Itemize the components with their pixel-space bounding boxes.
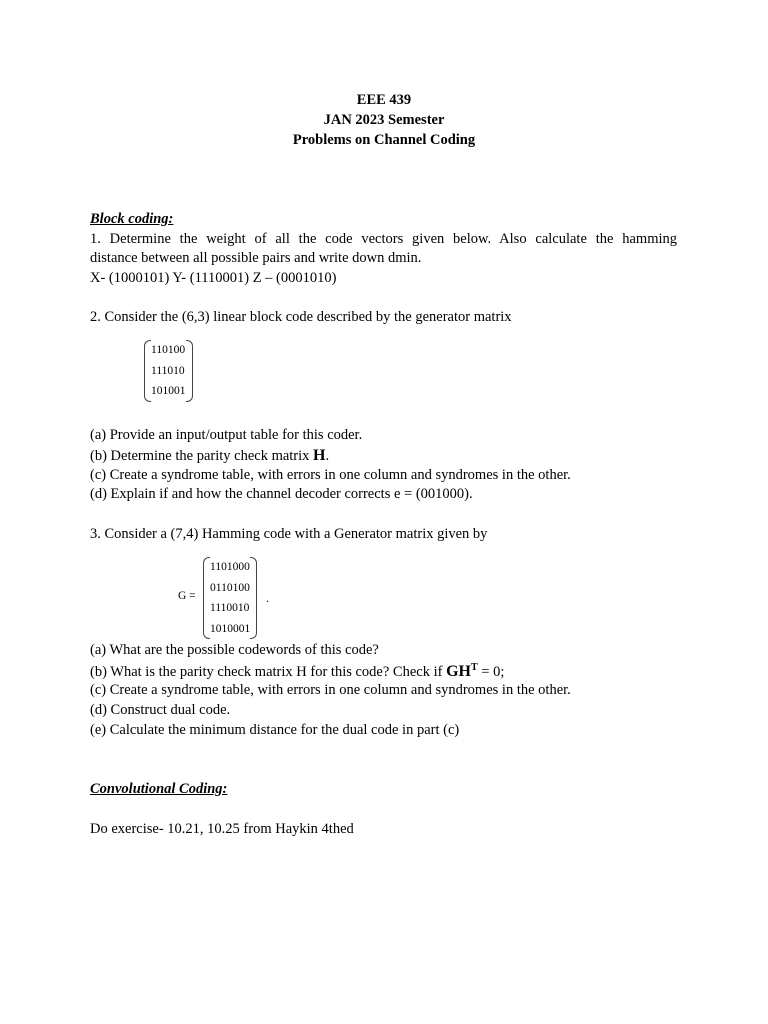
q2-part-c: (c) Create a syndrome table, with errors in one column and syndromes in the other.	[90, 467, 571, 483]
q2-part-b	[90, 447, 329, 465]
q3-matrix-label: G =	[178, 590, 196, 602]
transpose-superscript: T	[470, 662, 478, 673]
q3-part-b-text: (b) What is the parity check matrix H for this code? Check if	[90, 663, 447, 680]
q3-part-c: (c) Create a syndrome table, with errors in one column and syndromes in the other.	[90, 682, 571, 698]
matrix-right-bracket	[186, 340, 193, 402]
q3-part-b-end: = 0;	[477, 663, 505, 680]
q2-intro: 2. Consider the (6,3) linear block code described by the generator matrix	[90, 309, 512, 325]
q2-part-d: (d) Explain if and how the channel decoder corrects e = (001000).	[90, 486, 473, 502]
convolutional-exercise: Do exercise- 10.21, 10.25 from Haykin 4thed	[90, 821, 354, 837]
q2-part-a: (a) Provide an input/output table for this coder.	[90, 427, 363, 443]
parity-matrix-symbol: H	[313, 447, 326, 464]
q2-part-b-end: .	[325, 448, 330, 464]
q2-part-b-text: (b) Determine the parity check matrix	[90, 448, 314, 464]
q3-part-e: (e) Calculate the minimum distance for the dual code in part (c)	[90, 722, 460, 738]
q2-generator-matrix	[151, 340, 186, 402]
matrix-row: 110100	[151, 344, 186, 356]
matrix-row: 1110010	[210, 602, 250, 614]
block-coding-heading: Block coding:	[90, 211, 174, 227]
q3-part-b	[90, 662, 504, 681]
q3-intro: 3. Consider a (7,4) Hamming code with a Generator matrix given by	[90, 526, 488, 542]
gh-symbol: GH	[446, 662, 471, 680]
matrix-row: 101001	[151, 385, 186, 397]
course-code: EEE 439	[356, 92, 412, 108]
convolutional-heading: Convolutional Coding:	[90, 781, 228, 797]
matrix-row: 0110100	[210, 581, 250, 594]
q1-line-3: X- (1000101) Y- (1110001) Z – (0001010)	[90, 270, 337, 286]
matrix-left-bracket	[203, 557, 210, 639]
q3-part-a: (a) What are the possible codewords of this code?	[90, 642, 379, 658]
document-title: Problems on Channel Coding	[292, 132, 476, 148]
q1-line-2: distance between all possible pairs and write down dmin.	[90, 250, 422, 266]
q1-line-1: 1. Determine the weight of all the code vectors given below. Also calculate the hamming	[90, 231, 677, 247]
q3-matrix-end: .	[266, 593, 269, 605]
q3-generator-matrix	[210, 557, 250, 639]
matrix-row: 111010	[151, 364, 185, 377]
matrix-row: 1101000	[210, 561, 250, 573]
semester-label: JAN 2023 Semester	[323, 112, 445, 128]
matrix-right-bracket	[250, 557, 257, 639]
matrix-row: 1010001	[210, 622, 251, 635]
q3-part-d: (d) Construct dual code.	[90, 702, 231, 718]
matrix-left-bracket	[144, 340, 151, 402]
